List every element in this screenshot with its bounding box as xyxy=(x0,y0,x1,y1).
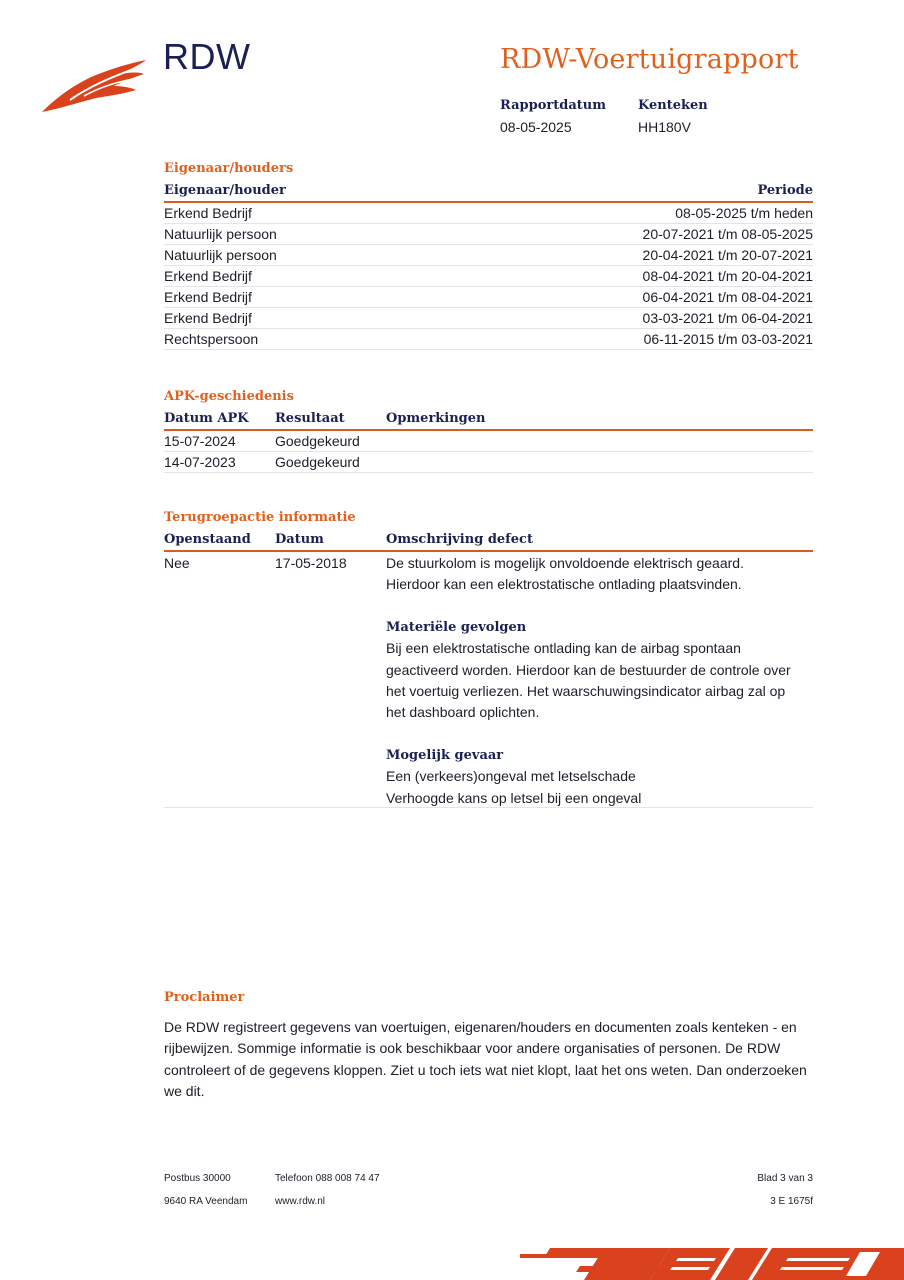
owner-type: Rechtspersoon xyxy=(164,331,259,347)
owner-period: 08-04-2021 t/m 20-04-2021 xyxy=(642,268,813,284)
disclaimer-text: De RDW registreert gegevens van voertuigen, eigenaren/houders en documenten zoals kenteken - en rijbewijzen. Sommige informatie is ook beschikbaar voor andere organisaties of personen. De RDW controleert of de gegevens kloppen. Ziet u toch iets wat niet klopt, laat het ons weten. Dan onderzoeken we dit. xyxy=(164,1019,807,1100)
apk-result: Goedgekeurd xyxy=(275,433,360,449)
col-recall-date-header: Datum xyxy=(275,532,324,547)
owner-type: Erkend Bedrijf xyxy=(164,268,252,284)
owner-period: 06-04-2021 t/m 08-04-2021 xyxy=(642,289,813,305)
owners-table-header xyxy=(164,181,813,203)
owner-period: 06-11-2015 t/m 03-03-2021 xyxy=(643,331,813,347)
danger-heading: Mogelijk gevaar xyxy=(386,747,504,763)
apk-date: 15-07-2024 xyxy=(164,433,236,449)
report-title: RDW-Voertuigrapport xyxy=(500,44,799,75)
col-defect-header: Omschrijving defect xyxy=(386,532,533,547)
col-apk-remarks-header: Opmerkingen xyxy=(386,411,486,426)
apk-table-header xyxy=(164,409,813,431)
recall-open-value: Nee xyxy=(164,555,190,571)
consequences-heading: Materiële gevolgen xyxy=(386,619,527,635)
col-apk-date-header: Datum APK xyxy=(164,411,249,426)
table-row xyxy=(164,452,813,473)
owner-period: 20-07-2021 t/m 08-05-2025 xyxy=(642,226,813,242)
footer-city: 9640 RA Veendam xyxy=(164,1196,248,1207)
owners-table xyxy=(164,181,813,350)
table-row xyxy=(164,329,813,350)
owner-period: 20-04-2021 t/m 20-07-2021 xyxy=(642,247,813,263)
recall-description xyxy=(386,553,801,809)
recall-date-value: 17-05-2018 xyxy=(275,555,347,571)
rdw-logo-icon xyxy=(40,56,148,114)
owners-section-title: Eigenaar/houders xyxy=(164,161,294,176)
footer-page-number: Blad 3 van 3 xyxy=(757,1173,813,1184)
table-row xyxy=(164,203,813,224)
rdw-logo-text: RDW xyxy=(163,36,251,77)
owner-type: Natuurlijk persoon xyxy=(164,247,277,263)
footer-stripes-decoration xyxy=(520,1244,904,1280)
danger-line: Een (verkeers)ongeval met letselschade xyxy=(386,768,636,785)
apk-date: 14-07-2023 xyxy=(164,454,236,470)
table-row xyxy=(164,266,813,287)
owner-period: 08-05-2025 t/m heden xyxy=(675,205,813,221)
owner-type: Erkend Bedrijf xyxy=(164,289,252,305)
table-row xyxy=(164,224,813,245)
recall-table xyxy=(164,530,813,808)
report-date-label: Rapportdatum xyxy=(500,98,606,113)
owner-period: 03-03-2021 t/m 06-04-2021 xyxy=(642,310,813,326)
footer-postbus: Postbus 30000 xyxy=(164,1173,231,1184)
danger-line: Verhoogde kans op letsel bij een ongeval xyxy=(386,789,642,806)
table-row xyxy=(164,287,813,308)
apk-section-title: APK-geschiedenis xyxy=(164,389,294,404)
apk-table xyxy=(164,409,813,473)
recall-table-header xyxy=(164,530,813,552)
table-row xyxy=(164,431,813,452)
col-apk-result-header: Resultaat xyxy=(275,411,345,426)
consequences-text: Bij een elektrostatische ontlading kan de airbag spontaan geactiveerd worden. Hierdoor kan de bestuurder de controle over het voertuig verliezen. Het waarschuwingsindicator airbag zal op het dashboard oplichten. xyxy=(386,640,791,721)
disclaimer-title: Proclaimer xyxy=(164,990,245,1005)
table-row xyxy=(164,308,813,329)
recall-section-title: Terugroepactie informatie xyxy=(164,510,356,525)
apk-result: Goedgekeurd xyxy=(275,454,360,470)
report-date-value: 08-05-2025 xyxy=(500,119,572,135)
owner-type: Erkend Bedrijf xyxy=(164,205,252,221)
col-period-header: Periode xyxy=(757,183,813,198)
footer-phone: Telefoon 088 008 74 47 xyxy=(275,1173,380,1184)
col-open-header: Openstaand xyxy=(164,532,251,547)
recall-row xyxy=(164,552,813,808)
owner-type: Erkend Bedrijf xyxy=(164,310,252,326)
footer-website[interactable]: www.rdw.nl xyxy=(275,1196,326,1207)
table-row xyxy=(164,245,813,266)
plate-label: Kenteken xyxy=(638,98,708,113)
plate-value: HH180V xyxy=(638,119,691,135)
defect-description: De stuurkolom is mogelijk onvoldoende elektrisch geaard. Hierdoor kan een elektrostatische ontlading plaatsvinden. xyxy=(386,555,744,593)
footer-code: 3 E 1675f xyxy=(770,1196,813,1207)
owner-type: Natuurlijk persoon xyxy=(164,226,277,242)
col-owner-header: Eigenaar/houder xyxy=(164,183,286,198)
